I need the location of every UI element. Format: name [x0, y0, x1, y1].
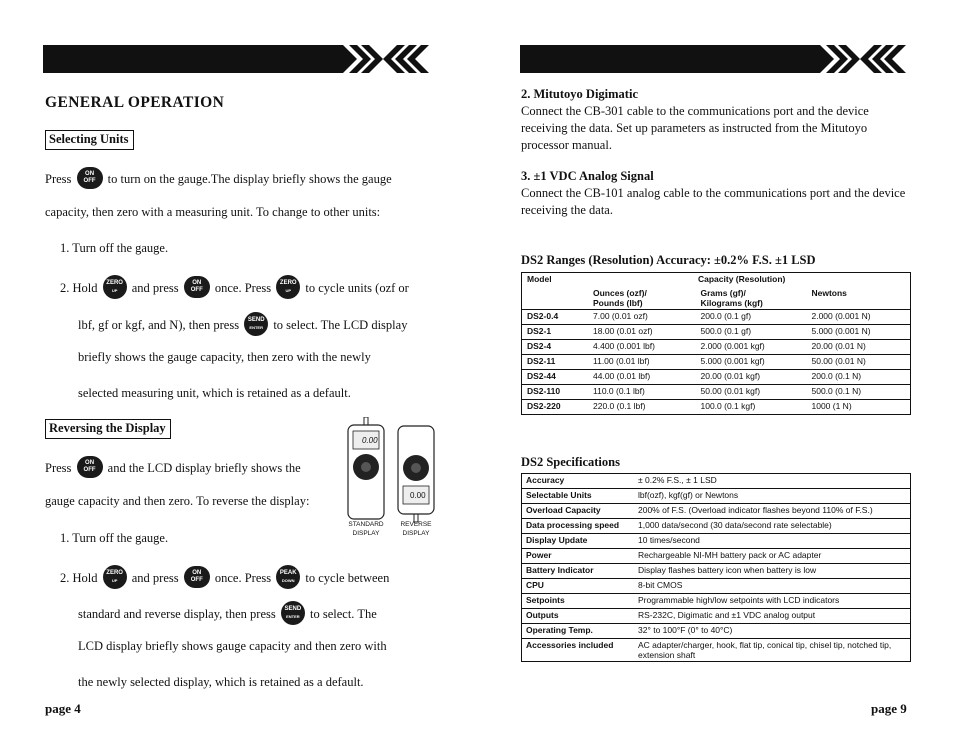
chevron-banner-icon	[770, 44, 915, 74]
capacity-cell: 50.00 (0.01 kgf)	[695, 385, 806, 400]
capacity-cell: 200.0 (0.1 gf)	[695, 310, 806, 325]
spec-label: Selectable Units	[522, 489, 635, 504]
spec-value: 32° to 100°F (0° to 40°C)	[634, 624, 911, 639]
spec-label: Accessories included	[522, 639, 635, 662]
spec-value: 8-bit CMOS	[634, 579, 911, 594]
table-row	[522, 534, 911, 549]
spec-label: Setpoints	[522, 594, 635, 609]
table-row	[522, 325, 911, 340]
ranges-title: DS2 Ranges (Resolution) Accuracy: ±0.2% F.S. ±1 LSD	[521, 253, 816, 267]
table-row	[522, 340, 911, 355]
standard-display-readout: 0.00	[362, 436, 378, 445]
spec-label: Data processing speed	[522, 519, 635, 534]
spec-label: Operating Temp.	[522, 624, 635, 639]
send-button-icon: SEND ENTER	[244, 312, 268, 336]
capacity-cell: 5.000 (0.001 kgf)	[695, 355, 806, 370]
table-row	[522, 639, 911, 662]
reversing-step-1: 1. Turn off the gauge.	[60, 531, 169, 545]
table-row	[522, 549, 911, 564]
capacity-cell: 20.00 (0.01 kgf)	[695, 370, 806, 385]
capacity-cell: 500.0 (0.1 N)	[806, 385, 910, 400]
table-row	[522, 400, 911, 415]
digimatic-body: Connect the CB-301 cable to the communications port and the device receiving the data. Set up parameters as instructed from the Mitutoyo processor manual.	[521, 104, 869, 152]
capacity-cell: 220.0 (0.1 lbf)	[588, 400, 695, 415]
page-number: page 4	[45, 701, 81, 716]
capacity-cell: 110.0 (0.1 lbf)	[588, 385, 695, 400]
ranges-subheader-newtons: Newtons	[806, 287, 910, 310]
spec-value: lbf(ozf), kgf(gf) or Newtons	[634, 489, 911, 504]
capacity-cell: 44.00 (0.01 lbf)	[588, 370, 695, 385]
selecting-units-para-line-2: capacity, then zero with a measuring unit. To change to other units:	[45, 205, 381, 219]
ranges-table	[521, 272, 911, 415]
table-row	[522, 474, 911, 489]
capacity-cell: 200.0 (0.1 N)	[806, 370, 910, 385]
on-off-button-icon: ON OFF	[184, 566, 210, 588]
reverse-display-readout: 0.00	[410, 491, 426, 500]
selecting-units-step-2-line-4: selected measuring unit, which is retained as a default.	[78, 386, 351, 400]
table-row	[522, 310, 911, 325]
page-number: page 9	[871, 701, 907, 716]
gauge-reverse-display-illustration	[396, 424, 436, 524]
table-row	[522, 370, 911, 385]
table-row	[522, 355, 911, 370]
send-button-icon: SEND ENTER	[281, 601, 305, 625]
selecting-units-step-1: 1. Turn off the gauge.	[60, 241, 169, 255]
section-title-reversing-display: Reversing the Display	[45, 419, 171, 439]
standard-display-label: STANDARD DISPLAY	[348, 521, 384, 537]
model-cell: DS2-220	[522, 400, 589, 415]
capacity-cell: 2.000 (0.001 kgf)	[695, 340, 806, 355]
capacity-cell: 20.00 (0.01 N)	[806, 340, 910, 355]
table-row	[522, 519, 911, 534]
selecting-units-step-2-line-3: briefly shows the gauge capacity, then zero with the newly	[78, 350, 371, 364]
table-row	[522, 609, 911, 624]
reversing-para-line-2: gauge capacity and then zero. To reverse the display:	[45, 494, 310, 508]
capacity-cell: 11.00 (0.01 lbf)	[588, 355, 695, 370]
table-row	[522, 489, 911, 504]
spec-label: Battery Indicator	[522, 564, 635, 579]
ranges-header-model: Model	[527, 274, 552, 284]
analog-body: Connect the CB-101 analog cable to the communications port and the device receiving the data.	[521, 186, 906, 217]
capacity-cell: 1000 (1 N)	[806, 400, 910, 415]
spec-value: Rechargeable NI-MH battery pack or AC adapter	[634, 549, 911, 564]
model-cell: DS2-4	[522, 340, 589, 355]
capacity-cell: 7.00 (0.01 ozf)	[588, 310, 695, 325]
spec-value: 200% of F.S. (Overload indicator flashes beyond 110% of F.S.)	[634, 504, 911, 519]
spec-value: 1,000 data/second (30 data/second rate selectable)	[634, 519, 911, 534]
reversing-step-2-line-2: standard and reverse display, then press SEND ENTER to select. The	[78, 603, 377, 627]
capacity-cell: 4.400 (0.001 lbf)	[588, 340, 695, 355]
capacity-cell: 18.00 (0.01 ozf)	[588, 325, 695, 340]
spec-value: AC adapter/charger, hook, flat tip, conical tip, chisel tip, notched tip, extension shaft	[634, 639, 911, 662]
table-row	[522, 579, 911, 594]
zero-button-icon: ZERO UP	[103, 565, 127, 589]
capacity-cell: 100.0 (0.1 kgf)	[695, 400, 806, 415]
right-page	[477, 0, 954, 738]
capacity-cell: 5.000 (0.001 N)	[806, 325, 910, 340]
model-cell: DS2-0.4	[522, 310, 589, 325]
zero-button-icon: ZERO UP	[276, 275, 300, 299]
table-row	[522, 385, 911, 400]
spec-value: RS-232C, Digimatic and ±1 VDC analog output	[634, 609, 911, 624]
digimatic-title: 2. Mitutoyo Digimatic	[521, 87, 638, 101]
selecting-units-step-2-line-2: lbf, gf or kgf, and N), then press SEND ENTER to select. The LCD display	[78, 314, 407, 338]
header-banner	[520, 45, 915, 73]
table-row	[522, 594, 911, 609]
peak-button-icon: PEAK DOWN	[276, 565, 300, 589]
spec-label: Overload Capacity	[522, 504, 635, 519]
spec-value: Display flashes battery icon when battery is low	[634, 564, 911, 579]
specs-table	[521, 473, 911, 662]
spec-label: Accuracy	[522, 474, 635, 489]
section-title-selecting-units: Selecting Units	[45, 130, 134, 150]
analog-section	[521, 168, 911, 219]
spec-label: Power	[522, 549, 635, 564]
selecting-units-step-2-line-1: 2. Hold ZERO UP and press ON OFF once. Press ZERO UP to cycle units (ozf or	[60, 277, 409, 301]
header-banner	[43, 45, 438, 73]
gauge-standard-display-illustration	[346, 417, 386, 521]
on-off-button-icon: ON OFF	[77, 456, 103, 478]
capacity-cell: 2.000 (0.001 N)	[806, 310, 910, 325]
on-off-button-icon: ON OFF	[184, 276, 210, 298]
on-off-button-icon: ON OFF	[77, 167, 103, 189]
capacity-cell: 50.00 (0.01 N)	[806, 355, 910, 370]
spec-value: 10 times/second	[634, 534, 911, 549]
page-heading: GENERAL OPERATION	[45, 94, 225, 111]
table-row	[522, 504, 911, 519]
table-row	[522, 624, 911, 639]
spec-value: Programmable high/low setpoints with LCD indicators	[634, 594, 911, 609]
reversing-step-2-line-3: LCD display briefly shows gauge capacity and then zero with	[78, 639, 387, 653]
ranges-header-capacity: Capacity (Resolution)	[698, 274, 786, 284]
spec-label: CPU	[522, 579, 635, 594]
model-cell: DS2-44	[522, 370, 589, 385]
model-cell: DS2-110	[522, 385, 589, 400]
table-row	[522, 564, 911, 579]
ranges-subheader-grams: Grams (gf)/ Kilograms (kgf)	[695, 287, 806, 310]
ranges-subheader-ounces: Ounces (ozf)/ Pounds (lbf)	[588, 287, 695, 310]
zero-button-icon: ZERO UP	[103, 275, 127, 299]
model-cell: DS2-11	[522, 355, 589, 370]
spec-label: Outputs	[522, 609, 635, 624]
spec-label: Display Update	[522, 534, 635, 549]
spec-value: ± 0.2% F.S., ± 1 LSD	[634, 474, 911, 489]
model-cell: DS2-1	[522, 325, 589, 340]
chevron-banner-icon	[293, 44, 438, 74]
selecting-units-para-line-1: Press ON OFF to turn on the gauge.The display briefly shows the gauge	[45, 169, 392, 191]
reversing-step-2-line-4: the newly selected display, which is retained as a default.	[78, 675, 364, 689]
digimatic-section	[521, 86, 911, 154]
reversing-para-line-1: Press ON OFF and the LCD display briefly shows the	[45, 458, 301, 480]
capacity-cell: 500.0 (0.1 gf)	[695, 325, 806, 340]
reverse-display-label: REVERSE DISPLAY	[400, 521, 432, 537]
analog-title: 3. ±1 VDC Analog Signal	[521, 169, 654, 183]
specs-title: DS2 Specifications	[521, 455, 620, 469]
reversing-step-2-line-1: 2. Hold ZERO UP and press ON OFF once. Press PEAK DOWN to cycle between	[60, 567, 389, 591]
